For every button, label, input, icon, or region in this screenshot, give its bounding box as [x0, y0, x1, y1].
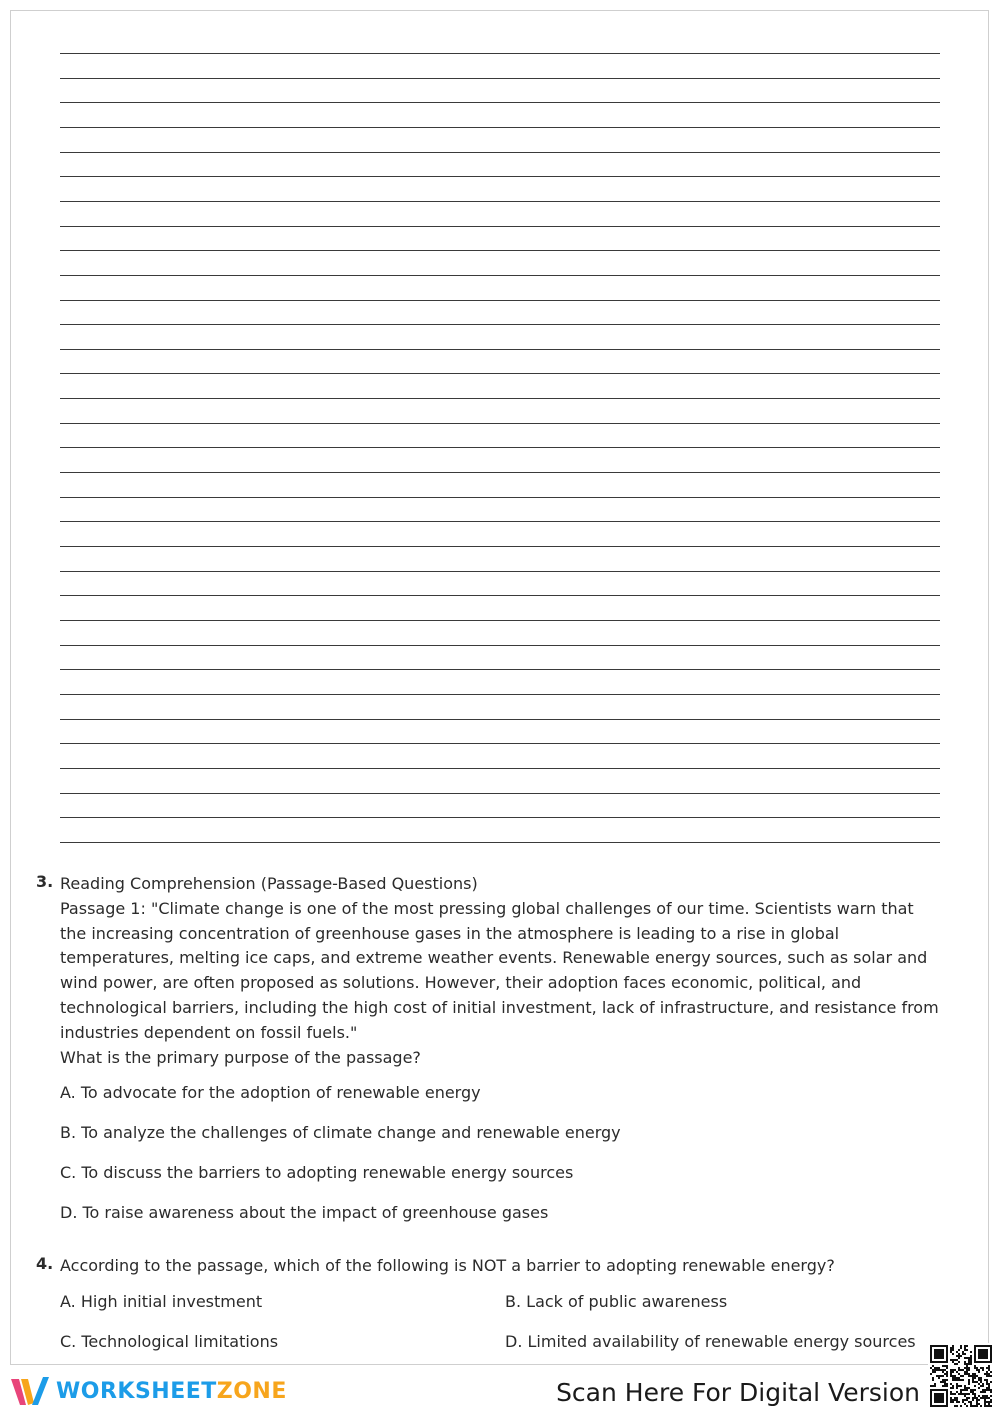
passage-text: Passage 1: "Climate change is one of the most pressing global challenges of our time. Scientists warn that the increasing concentration of greenhouse gases in the atmosphere is leading to a rise in global temperatures, melting ice caps, and extreme weather events. Renewable energy sources, such as solar and wind power, are often proposed as solutions. However, their adoption faces economic, political, and technological barriers, including the high cost of initial investment, lack of infrastructure, and resistance from industries dependent on fossil fuels.": [60, 898, 939, 1042]
question-prompt: What is the primary purpose of the passage?: [60, 1047, 421, 1067]
option-d[interactable]: D. To raise awareness about the impact of greenhouse gases: [60, 1203, 549, 1222]
writing-line[interactable]: [60, 793, 940, 794]
answer-writing-lines: [60, 0, 940, 860]
option-a[interactable]: A. High initial investment: [60, 1292, 263, 1311]
writing-line[interactable]: [60, 226, 940, 227]
writing-line[interactable]: [60, 669, 940, 670]
writing-line[interactable]: [60, 398, 940, 399]
writing-line[interactable]: [60, 497, 940, 498]
writing-line[interactable]: [60, 300, 940, 301]
writing-line[interactable]: [60, 152, 940, 153]
writing-line[interactable]: [60, 620, 940, 621]
question-prompt: According to the passage, which of the following is NOT a barrier to adopting renewable energy?: [60, 1256, 835, 1275]
writing-line[interactable]: [60, 719, 940, 720]
logo-wordmark: [56, 1379, 287, 1404]
writing-line[interactable]: [60, 53, 940, 54]
writing-line[interactable]: [60, 201, 940, 202]
option-a[interactable]: A. To advocate for the adoption of renewable energy: [60, 1083, 481, 1102]
question-heading: Reading Comprehension (Passage-Based Questions): [60, 874, 478, 893]
writing-line[interactable]: [60, 694, 940, 695]
writing-line[interactable]: [60, 842, 940, 843]
writing-line[interactable]: [60, 447, 940, 448]
qr-code-icon[interactable]: [928, 1343, 994, 1409]
writing-line[interactable]: [60, 275, 940, 276]
writing-line[interactable]: [60, 546, 940, 547]
option-b[interactable]: B. Lack of public awareness: [505, 1292, 728, 1311]
logo-word-worksheet: WORKSHEET: [56, 1379, 217, 1404]
option-d[interactable]: D. Limited availability of renewable energy sources: [505, 1332, 916, 1351]
writing-line[interactable]: [60, 324, 940, 325]
logo-w-icon: [10, 1375, 50, 1411]
writing-line[interactable]: [60, 817, 940, 818]
writing-line[interactable]: [60, 472, 940, 473]
writing-line[interactable]: [60, 645, 940, 646]
option-c[interactable]: C. Technological limitations: [60, 1332, 279, 1351]
option-b[interactable]: B. To analyze the challenges of climate change and renewable energy: [60, 1123, 621, 1142]
option-c[interactable]: C. To discuss the barriers to adopting renewable energy sources: [60, 1163, 574, 1182]
scan-instruction: Scan Here For Digital Version: [556, 1378, 920, 1407]
worksheetzone-logo[interactable]: [10, 1375, 287, 1411]
writing-line[interactable]: [60, 373, 940, 374]
writing-line[interactable]: [60, 102, 940, 103]
writing-line[interactable]: [60, 176, 940, 177]
question-number: 4.: [36, 1254, 54, 1273]
writing-line[interactable]: [60, 768, 940, 769]
writing-line[interactable]: [60, 127, 940, 128]
writing-line[interactable]: [60, 743, 940, 744]
logo-word-zone: ZONE: [216, 1379, 287, 1404]
writing-line[interactable]: [60, 78, 940, 79]
writing-line[interactable]: [60, 595, 940, 596]
writing-line[interactable]: [60, 250, 940, 251]
question-number: 3.: [36, 872, 54, 891]
writing-line[interactable]: [60, 571, 940, 572]
writing-line[interactable]: [60, 521, 940, 522]
writing-line[interactable]: [60, 423, 940, 424]
writing-line[interactable]: [60, 349, 940, 350]
